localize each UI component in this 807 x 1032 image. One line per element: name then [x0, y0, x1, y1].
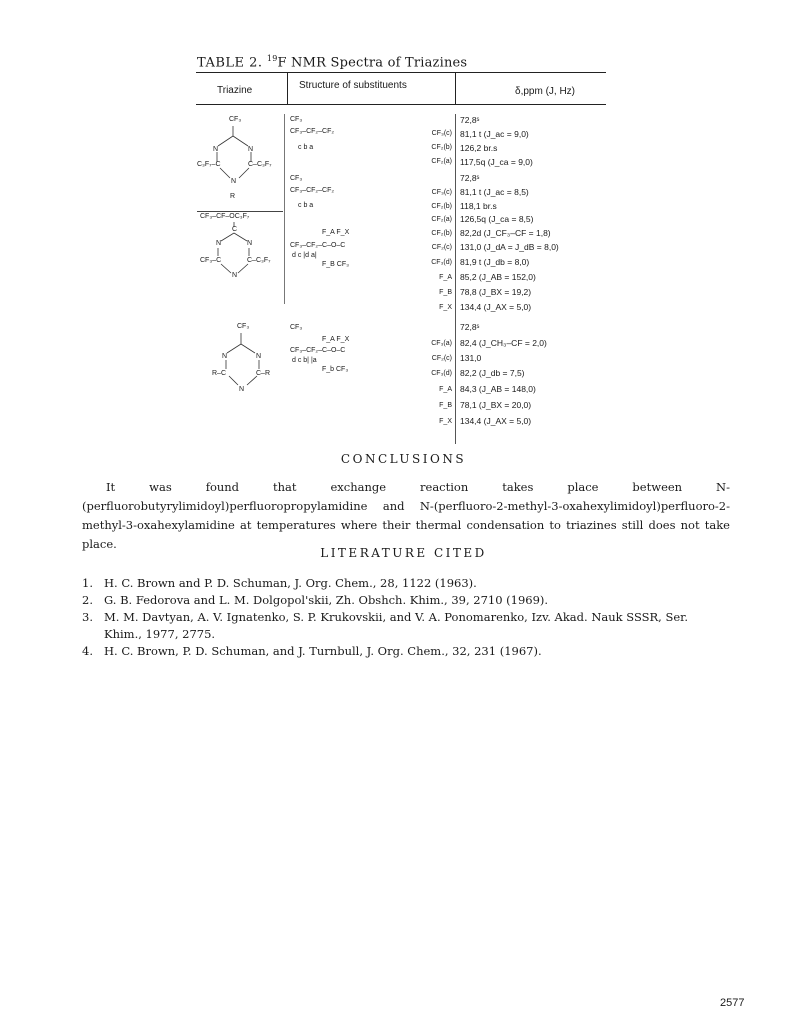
g3-row-1-label: CF₂(b) [431, 230, 452, 237]
s2-left-substituent: CF₃–C [200, 257, 222, 264]
reference-text: H. C. Brown and P. D. Schuman, J. Org. Chem., 28, 1122 (1963). [104, 576, 477, 590]
s2-n-left: N [216, 240, 222, 247]
g1-row-4-value: 117,5q (J_ca = 9,0) [460, 157, 533, 167]
g3-row-5-label: F_B [439, 289, 452, 296]
s3-n-bottom: N [239, 386, 245, 393]
s3-n-right: N [256, 353, 262, 360]
s3-left-substituent: R–C [212, 370, 227, 377]
g1-row-3-value: 126,2 br.s [460, 143, 498, 153]
g2-row-2-label: CF₃(c) [431, 189, 452, 196]
g4-row-3-value: 131,0 [460, 353, 482, 363]
table-header-rule [196, 104, 606, 105]
g2-sub-line-1: CF₃ [290, 175, 303, 182]
g1-sub-line-2: CF₃–CF₂–CF₂ [290, 128, 335, 135]
table-title-text: F NMR Spectra of Triazines [277, 55, 468, 71]
g1-row-1-value: 72,8ˢ [460, 115, 480, 125]
g2-row-4-value: 126,5q (J_ca = 8,5) [460, 214, 534, 224]
table-top-rule [196, 72, 606, 73]
g4-sub-line-3: CF₃–CF₂–C–O–C [290, 347, 346, 354]
s1-top-substituent: CF₃ [229, 116, 242, 123]
s1-right-substituent: C–C₃F₇ [248, 161, 272, 168]
g4-row-5-label: F_A [439, 386, 452, 393]
g4-row-2-label: CF₃(a) [431, 340, 452, 347]
g1-row-4-label: CF₂(a) [431, 158, 452, 165]
table-label: TABLE 2. [197, 55, 263, 71]
s2-right-substituent: C–C₃F₇ [247, 257, 271, 264]
g3-row-6-label: F_X [439, 304, 452, 311]
g3-row-4-value: 85,2 (J_AB = 152,0) [460, 272, 536, 282]
g3-sub-line-3: d c |d a| [292, 252, 317, 259]
table-col-divider-1 [287, 73, 288, 105]
header-shift: δ,ppm (J, Hz) [515, 86, 576, 97]
reference-item [82, 592, 742, 609]
g4-row-7-value: 134,4 (J_AX = 5,0) [460, 416, 532, 426]
g1-row-2-label: CF₃(c) [431, 130, 452, 137]
s3-top-substituent: CF₃ [237, 323, 250, 330]
g4-sub-line-1: CF₃ [290, 324, 303, 331]
s1-ring-bonds [196, 120, 276, 190]
g3-sub-line-1: F_A F_X [322, 229, 350, 236]
g2-row-4-label: CF₂(a) [431, 216, 452, 223]
s2-n-right: N [247, 240, 253, 247]
g1-sub-line-1: CF₃ [290, 116, 303, 123]
g4-row-3-label: CF₂(c) [431, 355, 452, 362]
table-title [197, 54, 467, 70]
s2-ring-bonds [196, 218, 276, 282]
s1-n-bottom: N [231, 178, 237, 185]
g4-row-6-label: F_B [439, 402, 452, 409]
table-title-sup: 19 [266, 54, 278, 63]
g1-row-2-value: 81,1 t (J_ac = 9,0) [460, 129, 529, 139]
g3-row-5-value: 78,8 (J_BX = 19,2) [460, 287, 532, 297]
g3-row-6-value: 134,4 (J_AX = 5,0) [460, 302, 532, 312]
g4-sub-line-2: F_A F_X [322, 336, 350, 343]
g2-row-3-label: CF₂(b) [431, 203, 452, 210]
header-structure: Structure of substituents [299, 80, 407, 91]
g2-row-3-value: 118,1 br.s [460, 201, 497, 211]
g2-row-2-value: 81,1 t (J_ac = 8,5) [460, 187, 529, 197]
g4-row-4-value: 82,2 (J_db = 7,5) [460, 368, 525, 378]
reference-item [82, 609, 742, 643]
s3-ring-bonds [206, 328, 286, 396]
g2-row-1-value: 72,8ˢ [460, 173, 480, 183]
reference-item [82, 575, 742, 592]
s1-bottom-substituent: R [230, 193, 236, 200]
reference-number: 4. [82, 644, 93, 658]
g4-sub-line-5: F_b CF₃ [322, 366, 349, 373]
reference-number: 3. [82, 610, 93, 624]
g4-row-2-value: 82,4 (J_CH₃–CF = 2,0) [460, 338, 547, 348]
reference-text: H. C. Brown, P. D. Schuman, and J. Turnbull, J. Org. Chem., 32, 231 (1967). [104, 644, 542, 658]
g3-row-3-value: 81,9 t (J_db = 8,0) [460, 257, 530, 267]
page-number: 2577 [720, 997, 745, 1009]
reference-number: 1. [82, 576, 93, 590]
s2-n-bottom: N [232, 272, 238, 279]
g3-row-1-value: 82,2d (J_CF₃–CF = 1,8) [460, 228, 551, 238]
reference-text: M. M. Davtyan, A. V. Ignatenko, S. P. Krukovskii, and V. A. Ponomarenko, Izv. Akad. Nauk SSSR, Ser. Khim., 1977, 2775. [104, 610, 689, 641]
g2-sub-line-3: c b a [298, 202, 314, 209]
g3-sub-line-2: CF₃–CF₂–C–O–C [290, 242, 346, 249]
s1-separator [197, 211, 283, 212]
g2-sub-line-2: CF₃–CF₂–CF₂ [290, 187, 335, 194]
table-body-divider-left [284, 114, 285, 304]
literature-heading: LITERATURE CITED [320, 546, 487, 560]
g3-row-2-label: CF₂(c) [431, 244, 452, 251]
s2-top-chain: CF₃–CF–OC₃F₇ [200, 213, 250, 220]
table-col-divider-2 [455, 73, 456, 105]
table-body-divider [455, 114, 456, 444]
reference-number: 2. [82, 593, 93, 607]
s2-c-top: C [232, 226, 238, 233]
s3-right-substituent: C–R [256, 370, 271, 377]
g1-row-3-label: CF₂(b) [431, 144, 452, 151]
conclusions-body: It was found that exchange reaction takes place between N-(perfluorobutyrylimidoyl)perfluoropropylamidine and N-(perfluoro-2-methyl-3-oxahexylimidoyl)perfluoro-2-methyl-3-oxahexylamidine at temperatures where their thermal condensation to triazines still does not take place. [82, 480, 730, 551]
g3-sub-line-4: F_B CF₃ [322, 261, 349, 268]
g4-row-1-value: 72,8ˢ [460, 322, 480, 332]
g1-sub-line-3: c b a [298, 144, 314, 151]
g3-row-2-value: 131,0 (J_dA = J_dB = 8,0) [460, 242, 559, 252]
g3-row-4-label: F_A [439, 274, 452, 281]
g4-row-6-value: 78,1 (J_BX = 20,0) [460, 400, 532, 410]
g3-row-3-label: CF₃(d) [431, 259, 452, 266]
s1-n-left: N [213, 146, 219, 153]
g4-row-5-value: 84,3 (J_AB = 148,0) [460, 384, 536, 394]
conclusions-heading: CONCLUSIONS [340, 452, 467, 466]
reference-text: G. B. Fedorova and L. M. Dolgopol'skii, Zh. Obshch. Khim., 39, 2710 (1969). [104, 593, 549, 607]
reference-item [82, 643, 742, 660]
g4-sub-line-4: d c b| |a [292, 357, 317, 364]
g4-row-7-label: F_X [439, 418, 452, 425]
s1-n-right: N [248, 146, 254, 153]
s1-left-substituent: C₃F₇–C [197, 161, 221, 168]
s3-n-left: N [222, 353, 228, 360]
header-triazine: Triazine [217, 85, 253, 96]
g4-row-4-label: CF₃(d) [431, 370, 452, 377]
